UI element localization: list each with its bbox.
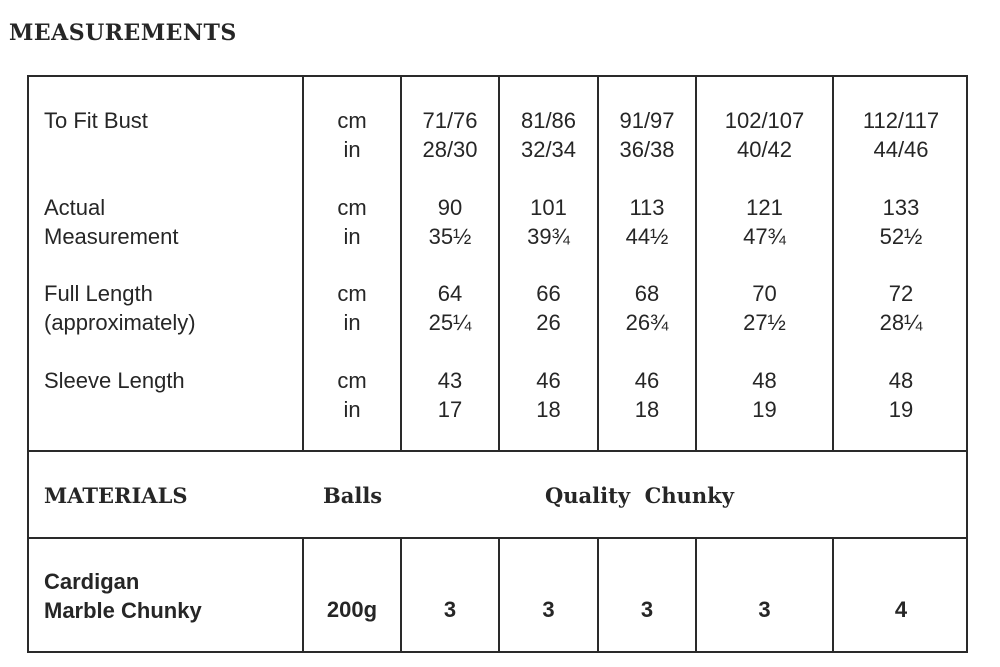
quantity-cell: 3: [640, 597, 654, 622]
size-cell: 113 44½: [625, 195, 669, 249]
size-cell: 70 27½: [743, 281, 786, 335]
unit-cell: cm in: [337, 195, 367, 249]
measurements-heading: MEASUREMENTS: [9, 20, 237, 46]
row-label-sleeve-length: Sleeve Length: [44, 368, 185, 393]
size-cell: 71/76 28/30: [422, 108, 478, 162]
quantity-cell: 3: [542, 597, 555, 622]
size-cell: 66 26: [536, 281, 561, 335]
unit-cell: cm in: [337, 281, 367, 335]
row-label-actual-measurement: Actual Measurement: [44, 195, 179, 249]
size-cell: 64 25¼: [428, 281, 472, 335]
size-cell: 48 19: [752, 368, 777, 422]
row-divider: [27, 537, 968, 539]
size-cell: 81/86 32/34: [520, 108, 577, 162]
unit-cell: cm in: [337, 368, 367, 422]
quantity-cell: 4: [894, 597, 908, 622]
balls-label: Balls: [323, 483, 383, 508]
yarn-name: Cardigan Marble Chunky: [44, 569, 202, 623]
quality-label: Quality Chunky: [545, 483, 734, 508]
unit-cell: cm in: [337, 108, 367, 162]
quantity-cell: 3: [758, 597, 771, 622]
ball-weight: 200g: [326, 597, 378, 622]
size-cell: 102/107 40/42: [724, 108, 805, 162]
row-label-full-length: Full Length (approximately): [44, 281, 196, 335]
size-cell: 72 28¼: [879, 281, 923, 335]
size-cell: 121 47¾: [743, 195, 786, 249]
size-cell: 91/97 36/38: [619, 108, 675, 162]
size-cell: 46 18: [634, 368, 660, 422]
size-cell: 68 26¾: [625, 281, 669, 335]
row-divider: [27, 450, 968, 452]
size-cell: 90 35½: [428, 195, 472, 249]
size-cell: 133 52½: [879, 195, 923, 249]
materials-heading: MATERIALS: [44, 483, 188, 508]
size-cell: 101 39¾: [527, 195, 570, 249]
quantity-cell: 3: [443, 597, 457, 622]
size-cell: 43 17: [437, 368, 463, 422]
row-label-to-fit-bust: To Fit Bust: [44, 108, 148, 133]
size-cell: 46 18: [536, 368, 561, 422]
size-cell: 112/117 44/46: [862, 108, 940, 162]
size-cell: 48 19: [888, 368, 914, 422]
